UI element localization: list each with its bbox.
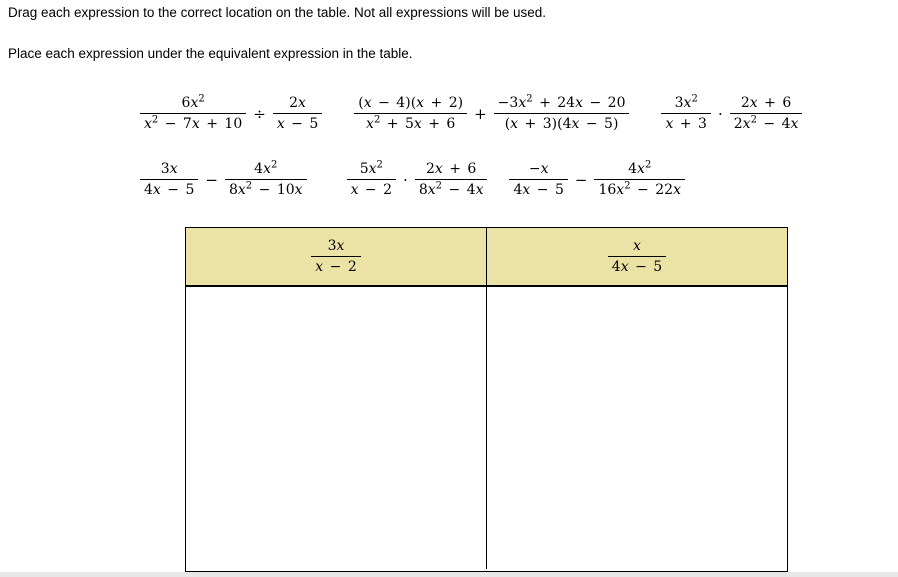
fraction-denominator: x − 5: [276, 116, 319, 132]
fraction: [354, 95, 467, 132]
fraction-denominator: $x^2 - 7x + 10$: [144, 114, 243, 132]
drop-cell-2[interactable]: [486, 287, 787, 569]
fraction-denominator: (x + 3)(4x − 5): [504, 116, 619, 132]
drop-cell-1[interactable]: [186, 287, 486, 569]
fraction-numerator: (x − 4)(x + 2): [354, 95, 467, 114]
fraction: [225, 161, 307, 198]
table-header-row: [186, 228, 787, 287]
table-body-row: [186, 287, 787, 569]
fraction: [608, 238, 666, 275]
fraction-denominator: 4x − 5: [144, 182, 195, 198]
division-operator: ÷: [253, 104, 266, 123]
table-header-cell-2: [486, 228, 787, 285]
page-bottom-strip: [0, 572, 898, 577]
expression-4[interactable]: [140, 161, 307, 198]
expression-5[interactable]: [347, 161, 488, 198]
fraction: [273, 95, 322, 132]
fraction: [494, 95, 630, 132]
fraction-denominator: $x^2 + 5x + 6$: [366, 114, 456, 132]
plus-operator: +: [474, 104, 487, 123]
expression-2[interactable]: [354, 95, 629, 132]
fraction: [509, 161, 567, 198]
fraction-numerator: x: [608, 238, 666, 257]
fraction-denominator: x + 3: [665, 116, 707, 132]
fraction-numerator: 3x: [140, 161, 198, 180]
fraction-numerator: −x: [509, 161, 567, 180]
expression-1[interactable]: [140, 95, 322, 132]
fraction-denominator: $8x^2 - 4x$: [418, 180, 484, 198]
fraction-denominator: $8x^2 - 10x$: [228, 180, 303, 198]
fraction-denominator: x − 2: [315, 259, 357, 275]
fraction-numerator: $3x^2$: [661, 95, 710, 114]
fraction-numerator: $5x^2$: [347, 161, 396, 180]
fraction-denominator: $2x^2 - 4x$: [733, 114, 799, 132]
fraction-denominator: 4x − 5: [513, 182, 564, 198]
equivalence-table: [185, 227, 788, 572]
fraction-numerator: $4x^2$: [594, 161, 685, 180]
fraction: [140, 161, 198, 198]
fraction-numerator: $-3x^2 + 24x - 20$: [494, 95, 630, 114]
fraction: [140, 95, 246, 132]
fraction: [661, 95, 710, 132]
fraction: [415, 161, 488, 198]
fraction-numerator: 2x: [273, 95, 322, 114]
multiplication-operator: ·: [717, 104, 723, 123]
instruction-line-2: Place each expression under the equivalent expression in the table.: [8, 46, 413, 61]
instruction-line-1: Drag each expression to the correct location on the table. Not all expressions will be used.: [8, 5, 547, 20]
expression-3[interactable]: [661, 95, 802, 132]
fraction: [311, 238, 360, 275]
fraction-denominator: x − 2: [350, 182, 393, 198]
fraction-numerator: $4x^2$: [225, 161, 307, 180]
expression-row-2: [140, 161, 685, 198]
fraction-numerator: 3x: [311, 238, 360, 257]
multiplication-operator: ·: [403, 170, 408, 189]
fraction-numerator: $6x^2$: [140, 95, 246, 114]
fraction: [594, 161, 685, 198]
fraction-denominator: $16x^2 - 22x$: [598, 180, 681, 198]
minus-operator: −: [205, 170, 218, 189]
minus-operator: −: [574, 170, 588, 189]
fraction: [730, 95, 803, 132]
table-header-cell-1: [186, 228, 486, 285]
expression-6[interactable]: [509, 161, 684, 198]
fraction-numerator: 2x + 6: [730, 95, 803, 114]
expression-row-1: [140, 95, 802, 132]
fraction: [347, 161, 396, 198]
fraction-denominator: 4x − 5: [611, 259, 663, 275]
fraction-numerator: 2x + 6: [415, 161, 488, 180]
